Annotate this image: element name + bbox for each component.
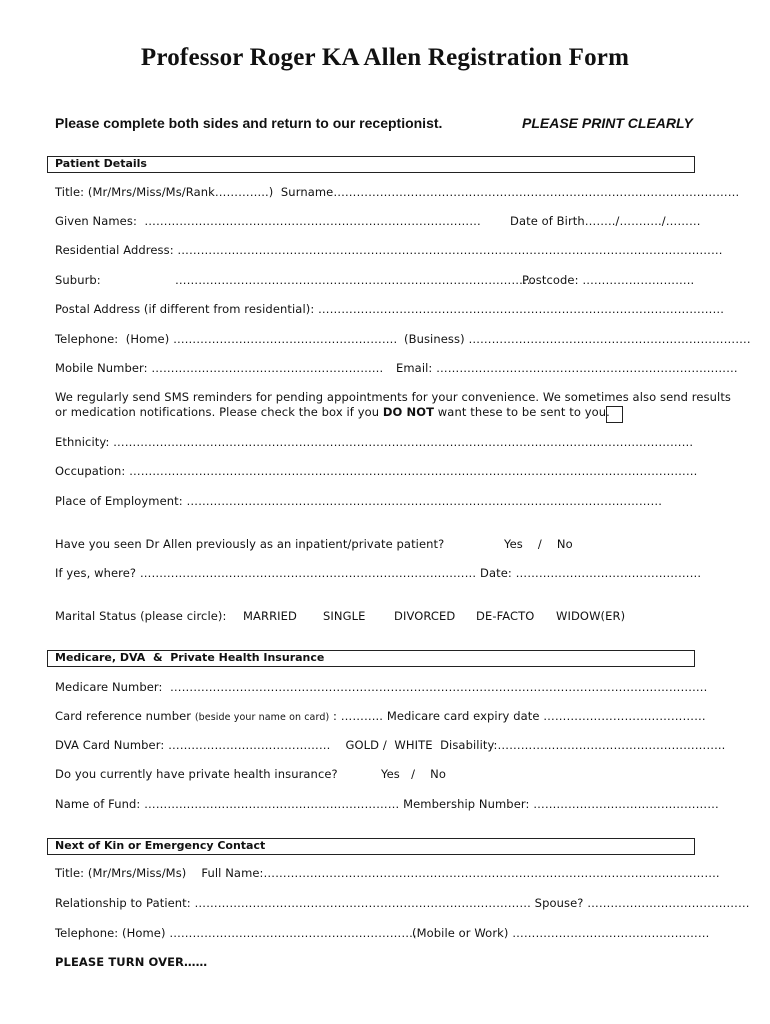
section-header-next-of-kin — [47, 838, 695, 855]
instruction-text: Please complete both sides and return to our receptionist. — [55, 115, 443, 131]
employment-field[interactable]: Place of Employment: …………………………………………………………………………………………………………… — [55, 494, 663, 508]
kin-telephone-mobile-field[interactable]: (Mobile or Work) …………………………………………… — [412, 926, 710, 940]
form-title: Professor Roger KA Allen Registration Form — [140, 44, 630, 71]
card-ref-label: Card reference number — [55, 709, 195, 723]
postcode-field[interactable]: Postcode: ……………………….. — [522, 273, 695, 287]
residential-address-field[interactable]: Residential Address: …………………………………………………………………………………………………………………………… — [55, 243, 723, 257]
date-of-birth-field[interactable]: Date of Birth……../………../……… — [510, 214, 701, 228]
ethnicity-field[interactable]: Ethnicity: …………………………………………………………………………………………………………………………………… — [55, 435, 694, 449]
title-surname-field[interactable]: Title: (Mr/Mrs/Miss/Ms/Rank…………..) Surname…………………………………………………………………………………………… — [55, 185, 740, 199]
marital-option-married[interactable]: MARRIED — [243, 609, 297, 623]
card-ref-hint: (beside your name on card) — [194, 712, 330, 723]
email-field[interactable]: Email: …………………………………………………………………… — [396, 361, 738, 375]
do-not-emphasis: DO NOT — [382, 405, 435, 419]
card-reference-field[interactable] — [55, 709, 706, 723]
section-header-medicare — [47, 650, 695, 667]
if-yes-where-field[interactable]: If yes, where? …………………………………………………………………………… Date: ………………………………………… — [55, 566, 702, 580]
sms-notice-line2 — [55, 405, 610, 419]
given-names-field[interactable]: Given Names: …………………………………………………………………………… — [55, 214, 481, 228]
suburb-field[interactable]: ………………………………………………………………………………… — [175, 273, 535, 287]
marital-option-widow[interactable]: WIDOW(ER) — [556, 609, 626, 623]
private-insurance-yes-no[interactable]: Yes / No — [381, 767, 446, 781]
kin-telephone-home-field[interactable]: Telephone: (Home) ………………………………………………………. — [55, 926, 417, 940]
section-label: Next of Kin or Emergency Contact — [55, 839, 266, 852]
marital-option-divorced[interactable]: DIVORCED — [394, 609, 456, 623]
sms-opt-out-checkbox[interactable] — [606, 406, 623, 423]
kin-relationship-field[interactable]: Relationship to Patient: …………………………………………………………………………… Spouse? …………………………………… — [55, 896, 750, 910]
marital-option-single[interactable]: SINGLE — [323, 609, 366, 623]
marital-option-defacto[interactable]: DE-FACTO — [476, 609, 535, 623]
card-expiry-label: : ……….. Medicare card expiry date …………………………………… — [329, 709, 706, 723]
section-header-patient — [47, 156, 695, 173]
sms-text: or medication notifications. Please check the box if you — [55, 405, 383, 419]
health-fund-field[interactable]: Name of Fund: ………………………………………………………… Membership Number: ………………………………………… — [55, 797, 719, 811]
section-label: Medicare, DVA & Private Health Insurance — [55, 651, 325, 664]
seen-before-question: Have you seen Dr Allen previously as an inpatient/private patient? — [55, 537, 445, 551]
seen-before-yes-no[interactable]: Yes / No — [504, 537, 573, 551]
private-insurance-question: Do you currently have private health insurance? — [55, 767, 338, 781]
occupation-field[interactable]: Occupation: ………………………………………………………………………………………………………………………………… — [55, 464, 698, 478]
print-clearly-note: PLEASE PRINT CLEARLY — [522, 115, 693, 131]
sms-notice-line1: We regularly send SMS reminders for pending appointments for your convenience. We sometimes also send results — [55, 390, 732, 404]
kin-name-field[interactable]: Title: (Mr/Mrs/Miss/Ms) Full Name:………………………………………………………………………………………………………. — [55, 866, 720, 880]
sms-text-end: want these to be sent to you. — [434, 405, 610, 419]
dva-card-field[interactable]: DVA Card Number: …………………………………… GOLD / WHITE Disability:………………………………………………….. — [55, 738, 726, 752]
section-label: Patient Details — [55, 157, 147, 170]
marital-status-label: Marital Status (please circle): — [55, 609, 227, 623]
mobile-number-field[interactable]: Mobile Number: …………………………………………………… — [55, 361, 384, 375]
medicare-number-field[interactable]: Medicare Number: …………………………………………………………………………………………………………………………. — [55, 680, 708, 694]
telephone-business-field[interactable]: (Business) ………………………………………………………………. — [404, 332, 751, 346]
turn-over-note: PLEASE TURN OVER…… — [55, 955, 208, 969]
suburb-label: Suburb: — [55, 273, 101, 287]
telephone-home-field[interactable]: Telephone: (Home) …………………………………………………. — [55, 332, 398, 346]
postal-address-field[interactable]: Postal Address (if different from residential): …………………………………………………………………………………………… — [55, 302, 725, 316]
